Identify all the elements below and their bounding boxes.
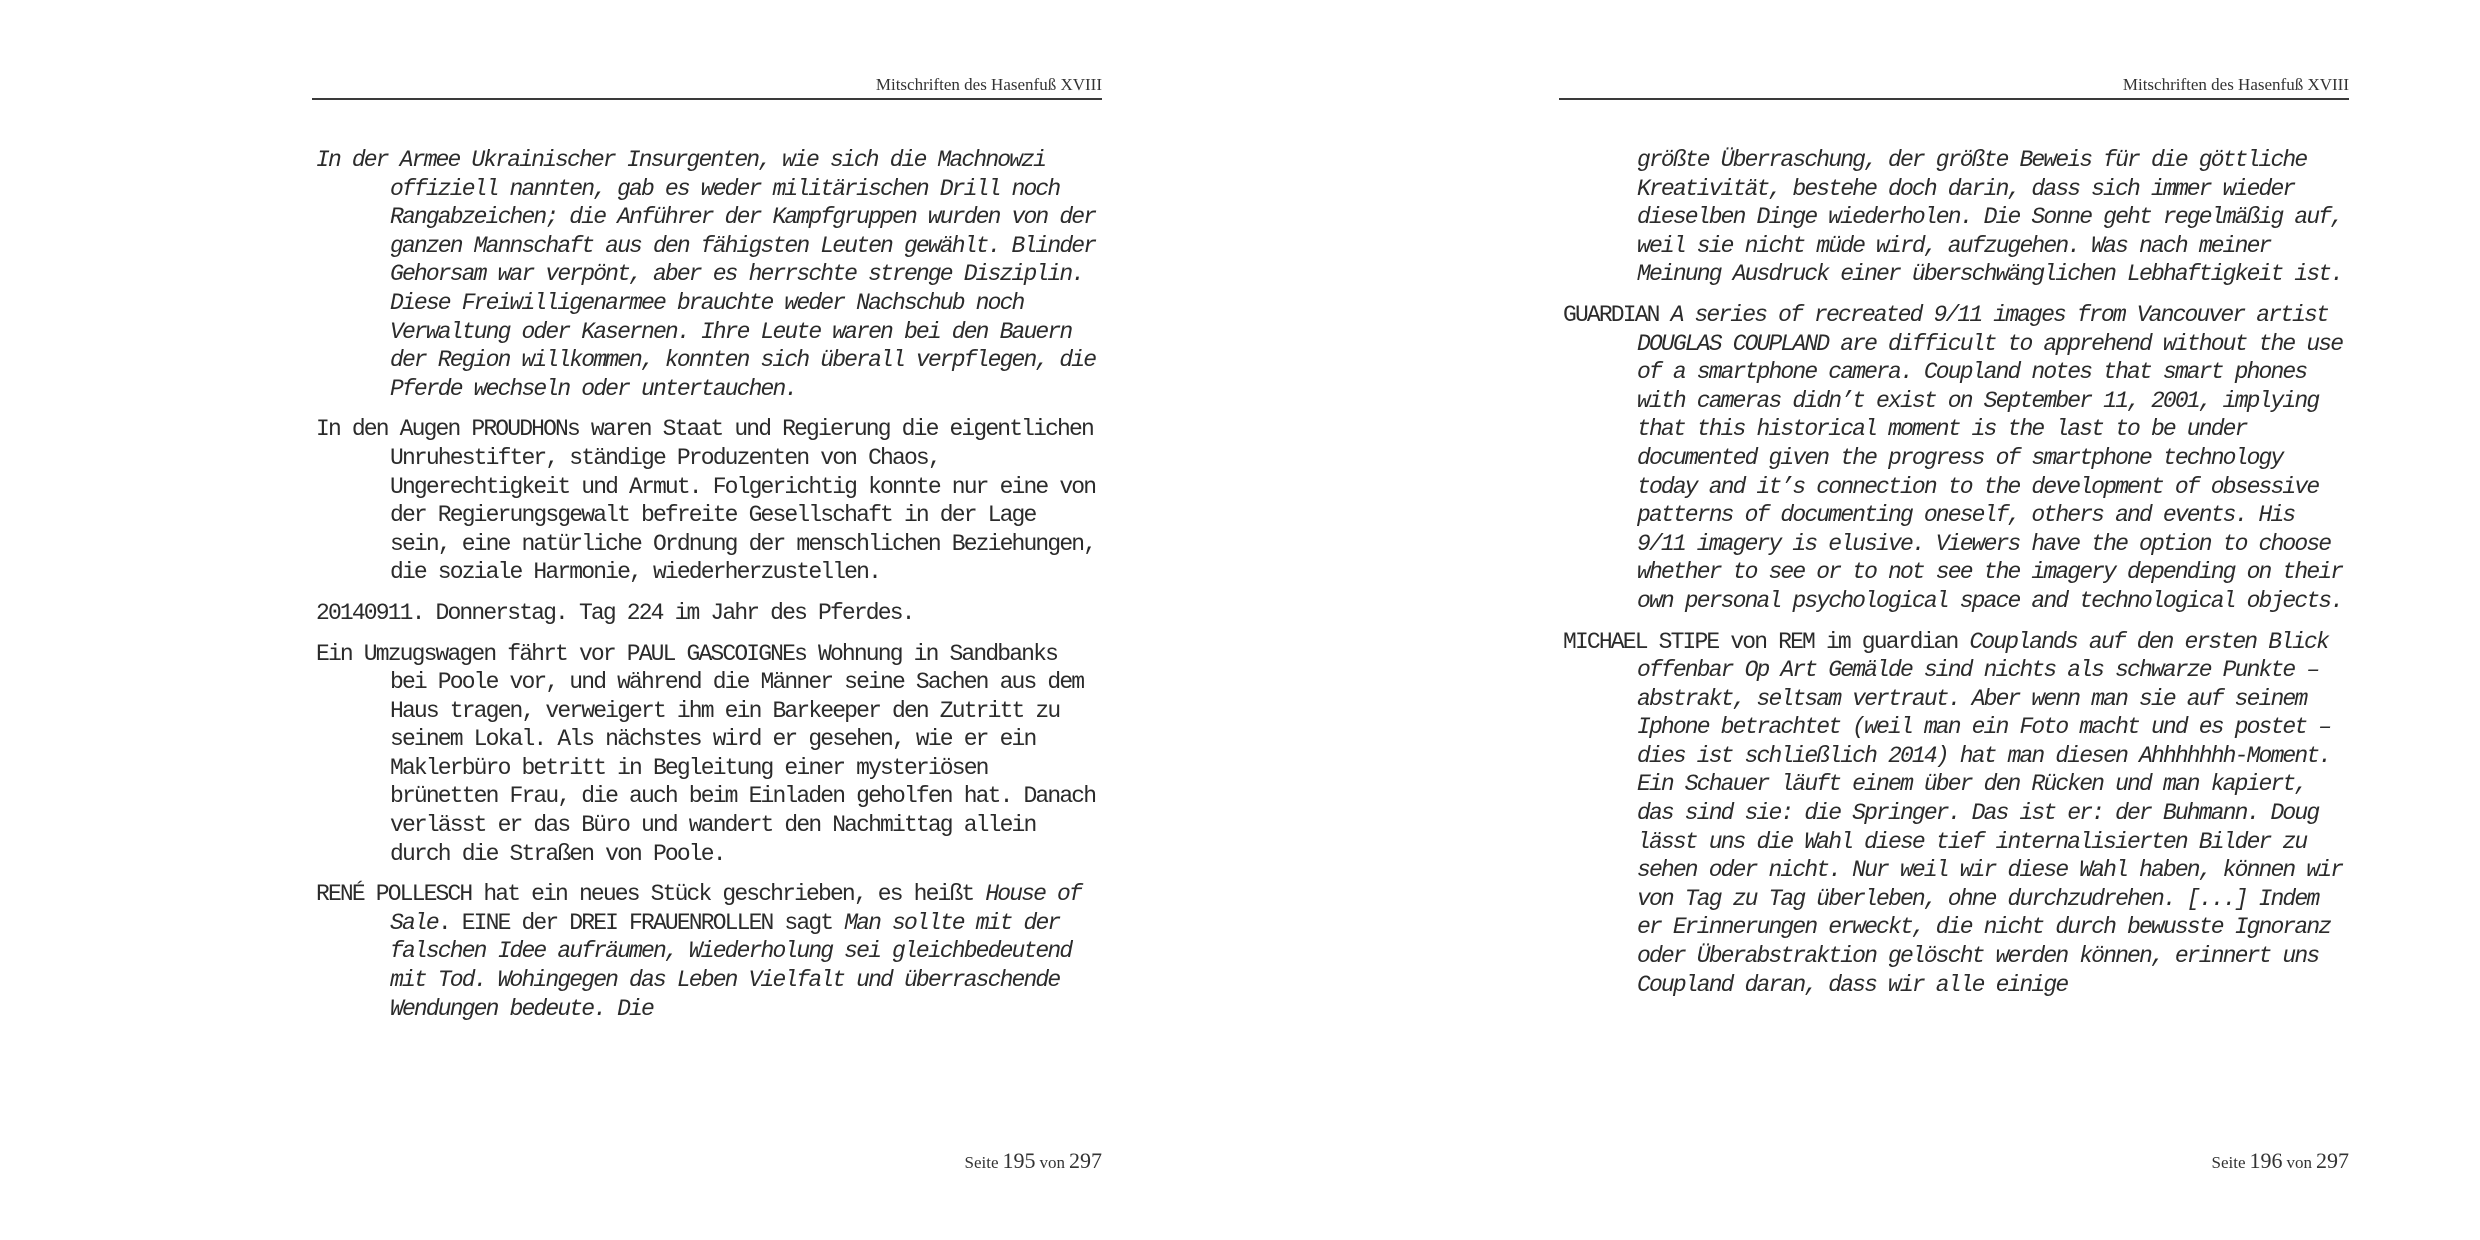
paragraph-gascoigne: Ein Umzugswagen fährt vor PAUL GASCOIGNEs Wohnung in Sandbanks bei Poole vor, und während die Männer seine Sachen aus dem Haus tragen, verweigert ihm ein Barkeeper den Zutritt zu seinem Lokal. Als nächstes wird er gesehen, wie er ein Maklerbüro betritt in Begleitung einer mysteriösen brünetten Frau, die auch beim Einladen geholfen hat. Danach verlässt er das Büro und wandert den Nachmittag allein durch die Straßen von Poole. <box>316 640 1096 867</box>
paragraph-guardian <box>1563 301 2349 616</box>
lead-text: GUARDIAN <box>1563 301 1671 328</box>
page-number: 196 <box>2249 1148 2283 1173</box>
italic-text: größte Überraschung, der größte Beweis für die göttliche Kreativität, bestehe doch darin, dass sich immer wieder dieselben Dinge wiederholen. Die Sonne geht regelmäßig auf, weil sie nicht müde wird, aufzugehen. Was nach meiner Meinung Ausdruck einer überschwänglichen Lebhaftigkeit ist. <box>1637 147 2343 288</box>
page-footer <box>312 1148 1102 1174</box>
running-header: Mitschriften des Hasenfuß XVIII <box>1559 74 2349 100</box>
plain-text: . EINE der DREI FRAUENROLLEN sagt <box>437 909 845 936</box>
italic-quote: Man sollte mit der falschen Idee aufräumen, Wiederholung sei gleichbedeutend mit Tod. Wohingegen das Leben Vielfalt und überraschende Wendungen bedeute. Die <box>390 909 1072 1022</box>
total-pages: 297 <box>2316 1148 2349 1173</box>
von-label: von <box>1039 1153 1065 1172</box>
page-footer <box>1559 1148 2349 1174</box>
italic-text: In der Armee Ukrainischer Insurgenten, wie sich die Machnowzi offiziell nannten, gab es weder militärischen Drill noch Rangabzeichen; die Anführer der Kampfgruppen wurden von der ganzen Mannschaft aus den fähigsten Leuten gewählt. Blinder Gehorsam war verpönt, aber es herrschte strenge Disziplin. Diese Freiwilligenarmee brauchte weder Nachschub noch Verwaltung oder Kasernen. Ihre Leute waren bei den Bauern der Region willkommen, konnten sich überall verpflegen, die Pferde wechseln oder untertauchen. <box>316 147 1096 402</box>
page-body <box>316 146 1102 1035</box>
von-label: von <box>2286 1153 2312 1172</box>
page-number: 195 <box>1002 1148 1036 1173</box>
plain-text: RENÉ POLLESCH hat ein neues Stück geschrieben, es heißt <box>316 881 986 908</box>
page-body <box>1563 146 2349 1011</box>
paragraph-machnowzi <box>316 146 1102 403</box>
right-page <box>1559 0 2349 1240</box>
italic-title: House of Sale <box>390 881 1081 936</box>
paragraph-stipe <box>1563 628 2349 1000</box>
paragraph-continuation <box>1563 146 2349 289</box>
paragraph-pollesch <box>316 880 1102 1023</box>
running-header: Mitschriften des Hasenfuß XVIII <box>312 74 1102 100</box>
seite-label: Seite <box>2211 1153 2246 1172</box>
total-pages: 297 <box>1069 1148 1102 1173</box>
paragraph-date-entry: 20140911. Donnerstag. Tag 224 im Jahr des Pferdes. <box>316 599 914 626</box>
lead-text: MICHAEL STIPE von REM im guardian <box>1563 628 1970 655</box>
italic-text: Couplands auf den ersten Blick offenbar Op Art Gemälde sind nichts als schwarze Punkte – abstrakt, seltsam vertraut. Aber wenn man sie auf seinem Iphone betrachtet (weil man ein Foto macht und es postet – dies ist schließlich 2014) hat man diesen Ahhhhhhh-Moment. Ein Schauer läuft einem über den Rücken und man kapiert, das sind sie: die Springer. Das ist er: der Buhmann. Doug lässt uns die Wahl diese tief internalisierten Bilder zu sehen oder nicht. Nur weil wir diese Wahl haben, können wir von Tag zu Tag überleben, ohne durchzudrehen. [...] Indem er Erinnerungen erweckt, die nicht durch bewusste Ignoranz oder Überabstraktion gelöscht werden können, erinnert uns Coupland daran, dass wir alle einige <box>1637 628 2343 998</box>
paragraph-proudhon: In den Augen PROUDHONs waren Staat und Regierung die eigentlichen Unruhestifter, ständige Produzenten von Chaos, Ungerechtigkeit und Armut. Folgerichtig konnte nur eine von der Regierungsgewalt befreite Gesellschaft in der Lage sein, eine natürliche Ordnung der menschlichen Beziehungen, die soziale Harmonie, wiederherzustellen. <box>316 416 1096 586</box>
seite-label: Seite <box>964 1153 999 1172</box>
italic-text: A series of recreated 9/11 images from Vancouver artist DOUGLAS COUPLAND are difficult to apprehend without the use of a smartphone camera. Coupland notes that smart phones with cameras didn’t exist on September 11, 2001, implying that this historical moment is the last to be under documented given the progress of smartphone technology today and it’s connection to the development of obsessive patterns of documenting oneself, others and events. His 9/11 imagery is elusive. Viewers have the option to choose whether to see or to not see the imagery depending on their own personal psychological space and technological objects. <box>1637 301 2343 614</box>
left-page <box>312 0 1102 1240</box>
